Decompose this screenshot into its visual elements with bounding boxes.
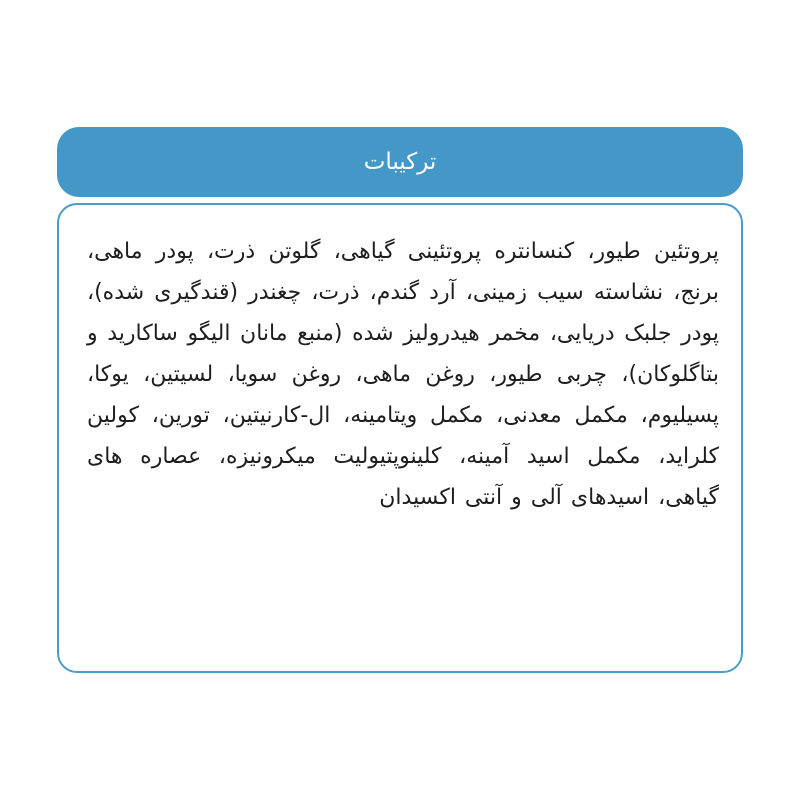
ingredients-header (57, 127, 743, 197)
ingredients-content-box (57, 203, 743, 673)
ingredients-list-text: پروتئین طیور، کنسانتره پروتئینی گیاهی، گلوتن ذرت، پودر ماهی، برنج، نشاسته سیب زمینی، آرد گندم، ذرت، چغندر (قندگیری شده)، پودر جلبک دریایی، مخمر هیدرولیز شده (منبع مانان الیگو ساکارید و بتاگلوکان)، چربی طیور، روغن ماهی، روغن سویا، لسیتین، یوکا، پسیلیوم، مکمل معدنی، مکمل ویتامینه، ال-کارنیتین، تورین، کولین کلراید، مکمل اسید آمینه، کلینوپتیولیت میکرونیزه، عصاره های گیاهی، اسیدهای آلی و آنتی اکسیدان (87, 239, 719, 510)
ingredients-card (57, 127, 743, 673)
ingredients-title: ترکیبات (363, 149, 437, 175)
